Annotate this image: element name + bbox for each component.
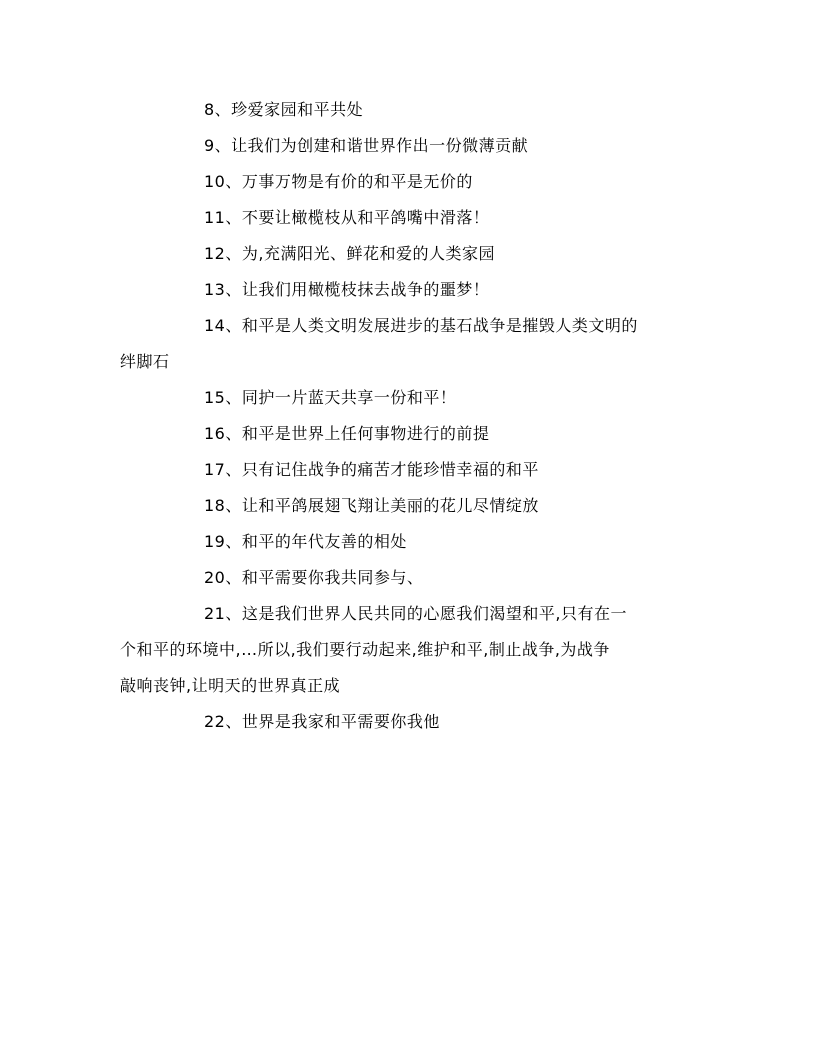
paragraph-21: 21、这是我们世界人民共同的心愿我们渴望和平,只有在一 <box>204 604 627 623</box>
document-body <box>120 92 696 740</box>
paragraph-22: 22、世界是我家和平需要你我他 <box>204 712 440 731</box>
paragraph-11: 11、不要让橄榄枝从和平鸽嘴中滑落！ <box>204 208 490 227</box>
paragraph-12: 12、为,充满阳光、鲜花和爱的人类家园 <box>204 244 495 263</box>
paragraph-15: 15、同护一片蓝天共享一份和平！ <box>204 388 457 407</box>
paragraph-21-continuation-1: 个和平的环境中,…所以,我们要行动起来,维护和平,制止战争,为战争 <box>120 640 610 659</box>
paragraph-14: 14、和平是人类文明发展进步的基石战争是摧毁人类文明的 <box>204 316 638 335</box>
paragraph-13: 13、让我们用橄榄枝抹去战争的噩梦！ <box>204 280 490 299</box>
paragraph-20: 20、和平需要你我共同参与、 <box>204 568 424 587</box>
paragraph-19: 19、和平的年代友善的相处 <box>204 532 407 551</box>
paragraph-21-continuation-2: 敲响丧钟,让明天的世界真正成 <box>120 676 341 695</box>
paragraph-14-continuation: 绊脚石 <box>120 352 170 371</box>
paragraph-10: 10、万事万物是有价的和平是无价的 <box>204 172 473 191</box>
paragraph-17: 17、只有记住战争的痛苦才能珍惜幸福的和平 <box>204 460 539 479</box>
paragraph-8: 8、珍爱家园和平共处 <box>204 100 364 119</box>
paragraph-16: 16、和平是世界上任何事物进行的前提 <box>204 424 490 443</box>
paragraph-18: 18、让和平鸽展翅飞翔让美丽的花儿尽情绽放 <box>204 496 539 515</box>
paragraph-9: 9、让我们为创建和谐世界作出一份微薄贡献 <box>204 136 529 155</box>
